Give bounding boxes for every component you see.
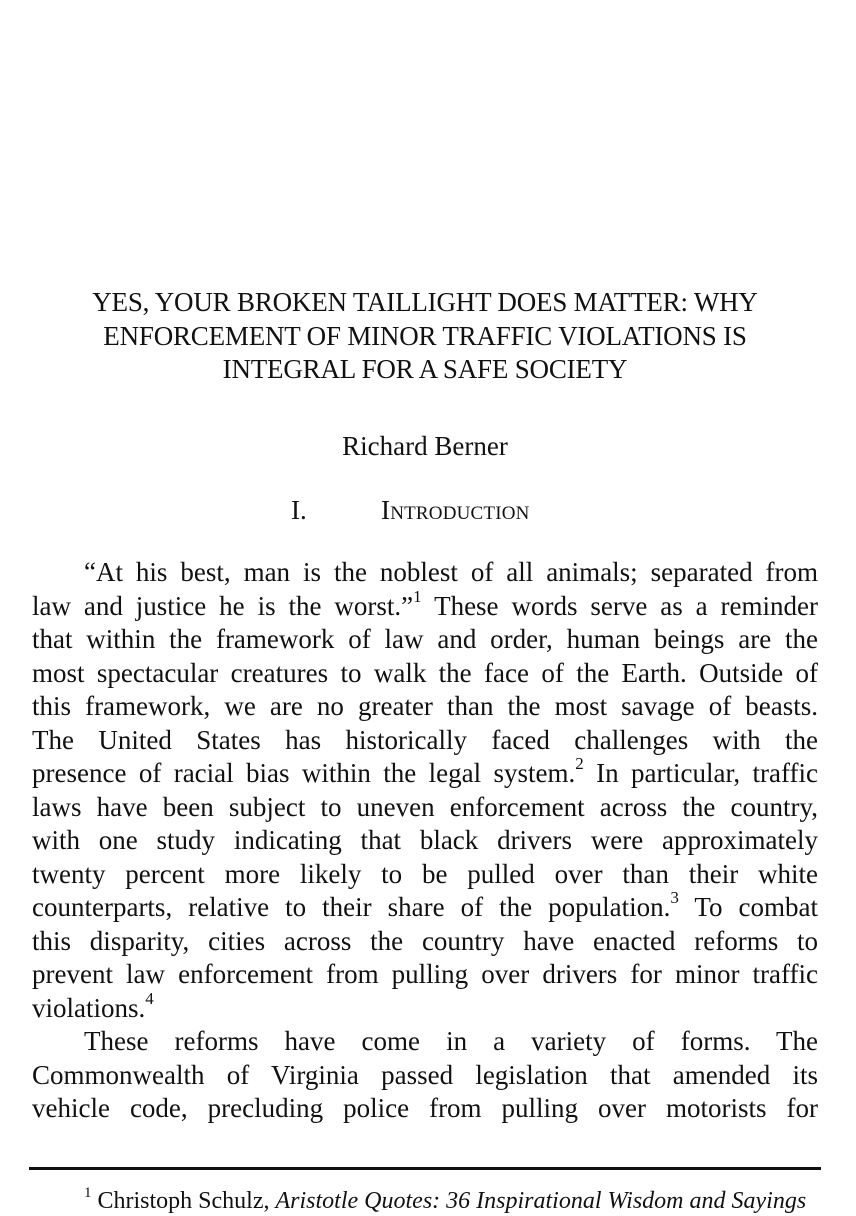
section-heading: [0, 494, 856, 527]
body-line: Commonwealth of Virginia passed legislation that amended its: [32, 1059, 818, 1090]
footnote-mark: 1: [84, 1185, 92, 1201]
title-line: YES, YOUR BROKEN TAILLIGHT DOES MATTER: WHY: [92, 287, 758, 317]
body-text: [32, 556, 818, 1126]
footnote-ref[interactable]: 4: [145, 988, 154, 1008]
footnote-text: [32, 1186, 818, 1216]
footnote-separator: [29, 1167, 821, 1170]
body-line: vehicle code, precluding police from pulling over motorists for: [32, 1093, 818, 1123]
author-name: Richard Berner: [342, 431, 508, 461]
body-line: that within the framework of law and order, human beings are the: [32, 624, 818, 654]
body-line: The United States has historically faced challenges with the: [32, 724, 818, 755]
body-line: These reforms have come in a variety of forms. The: [84, 1026, 818, 1056]
title-line: ENFORCEMENT OF MINOR TRAFFIC VIOLATIONS IS: [103, 320, 747, 351]
footnote-ref[interactable]: 3: [670, 888, 679, 907]
body-line: this disparity, cities across the country have enacted reforms to: [32, 925, 818, 956]
body-line: this framework, we are no greater than the most savage of beasts.: [32, 691, 818, 721]
section-number: I.: [291, 495, 307, 525]
body-line: twenty percent more likely to be pulled over than their white: [32, 858, 818, 889]
body-line: with one study indicating that black drivers were approximately: [32, 825, 818, 855]
body-line: most spectacular creatures to walk the face of the Earth. Outside of: [32, 657, 818, 688]
article-title: [30, 286, 820, 387]
footnote-author: Christoph Schulz,: [97, 1188, 270, 1214]
title-line: INTEGRAL FOR A SAFE SOCIETY: [222, 354, 628, 384]
section-title: Introduction: [381, 495, 530, 525]
body-line: laws have been subject to uneven enforcement across the country,: [32, 791, 818, 822]
body-line: prevent law enforcement from pulling over drivers for minor traffic: [32, 959, 818, 989]
body-line: violations.$^4$: [32, 988, 154, 1023]
body-line: law and justice he is the worst.”$^1$ These words serve as a reminder: [32, 586, 819, 621]
footnote-ref[interactable]: 2: [575, 754, 584, 773]
body-line: presence of racial bias within the legal system.$^2$ In particular, traffic: [32, 754, 818, 788]
footnote-ref[interactable]: 1: [413, 586, 422, 606]
footnote: [32, 1185, 818, 1214]
body-line: “At his best, man is the noblest of all animals; separated from: [84, 557, 818, 587]
body-line: counterparts, relative to their share of the population.$^3$ To combat: [32, 888, 819, 922]
footnote-source-title: Aristotle Quotes: 36 Inspirational Wisdom and Sayings: [275, 1188, 807, 1214]
